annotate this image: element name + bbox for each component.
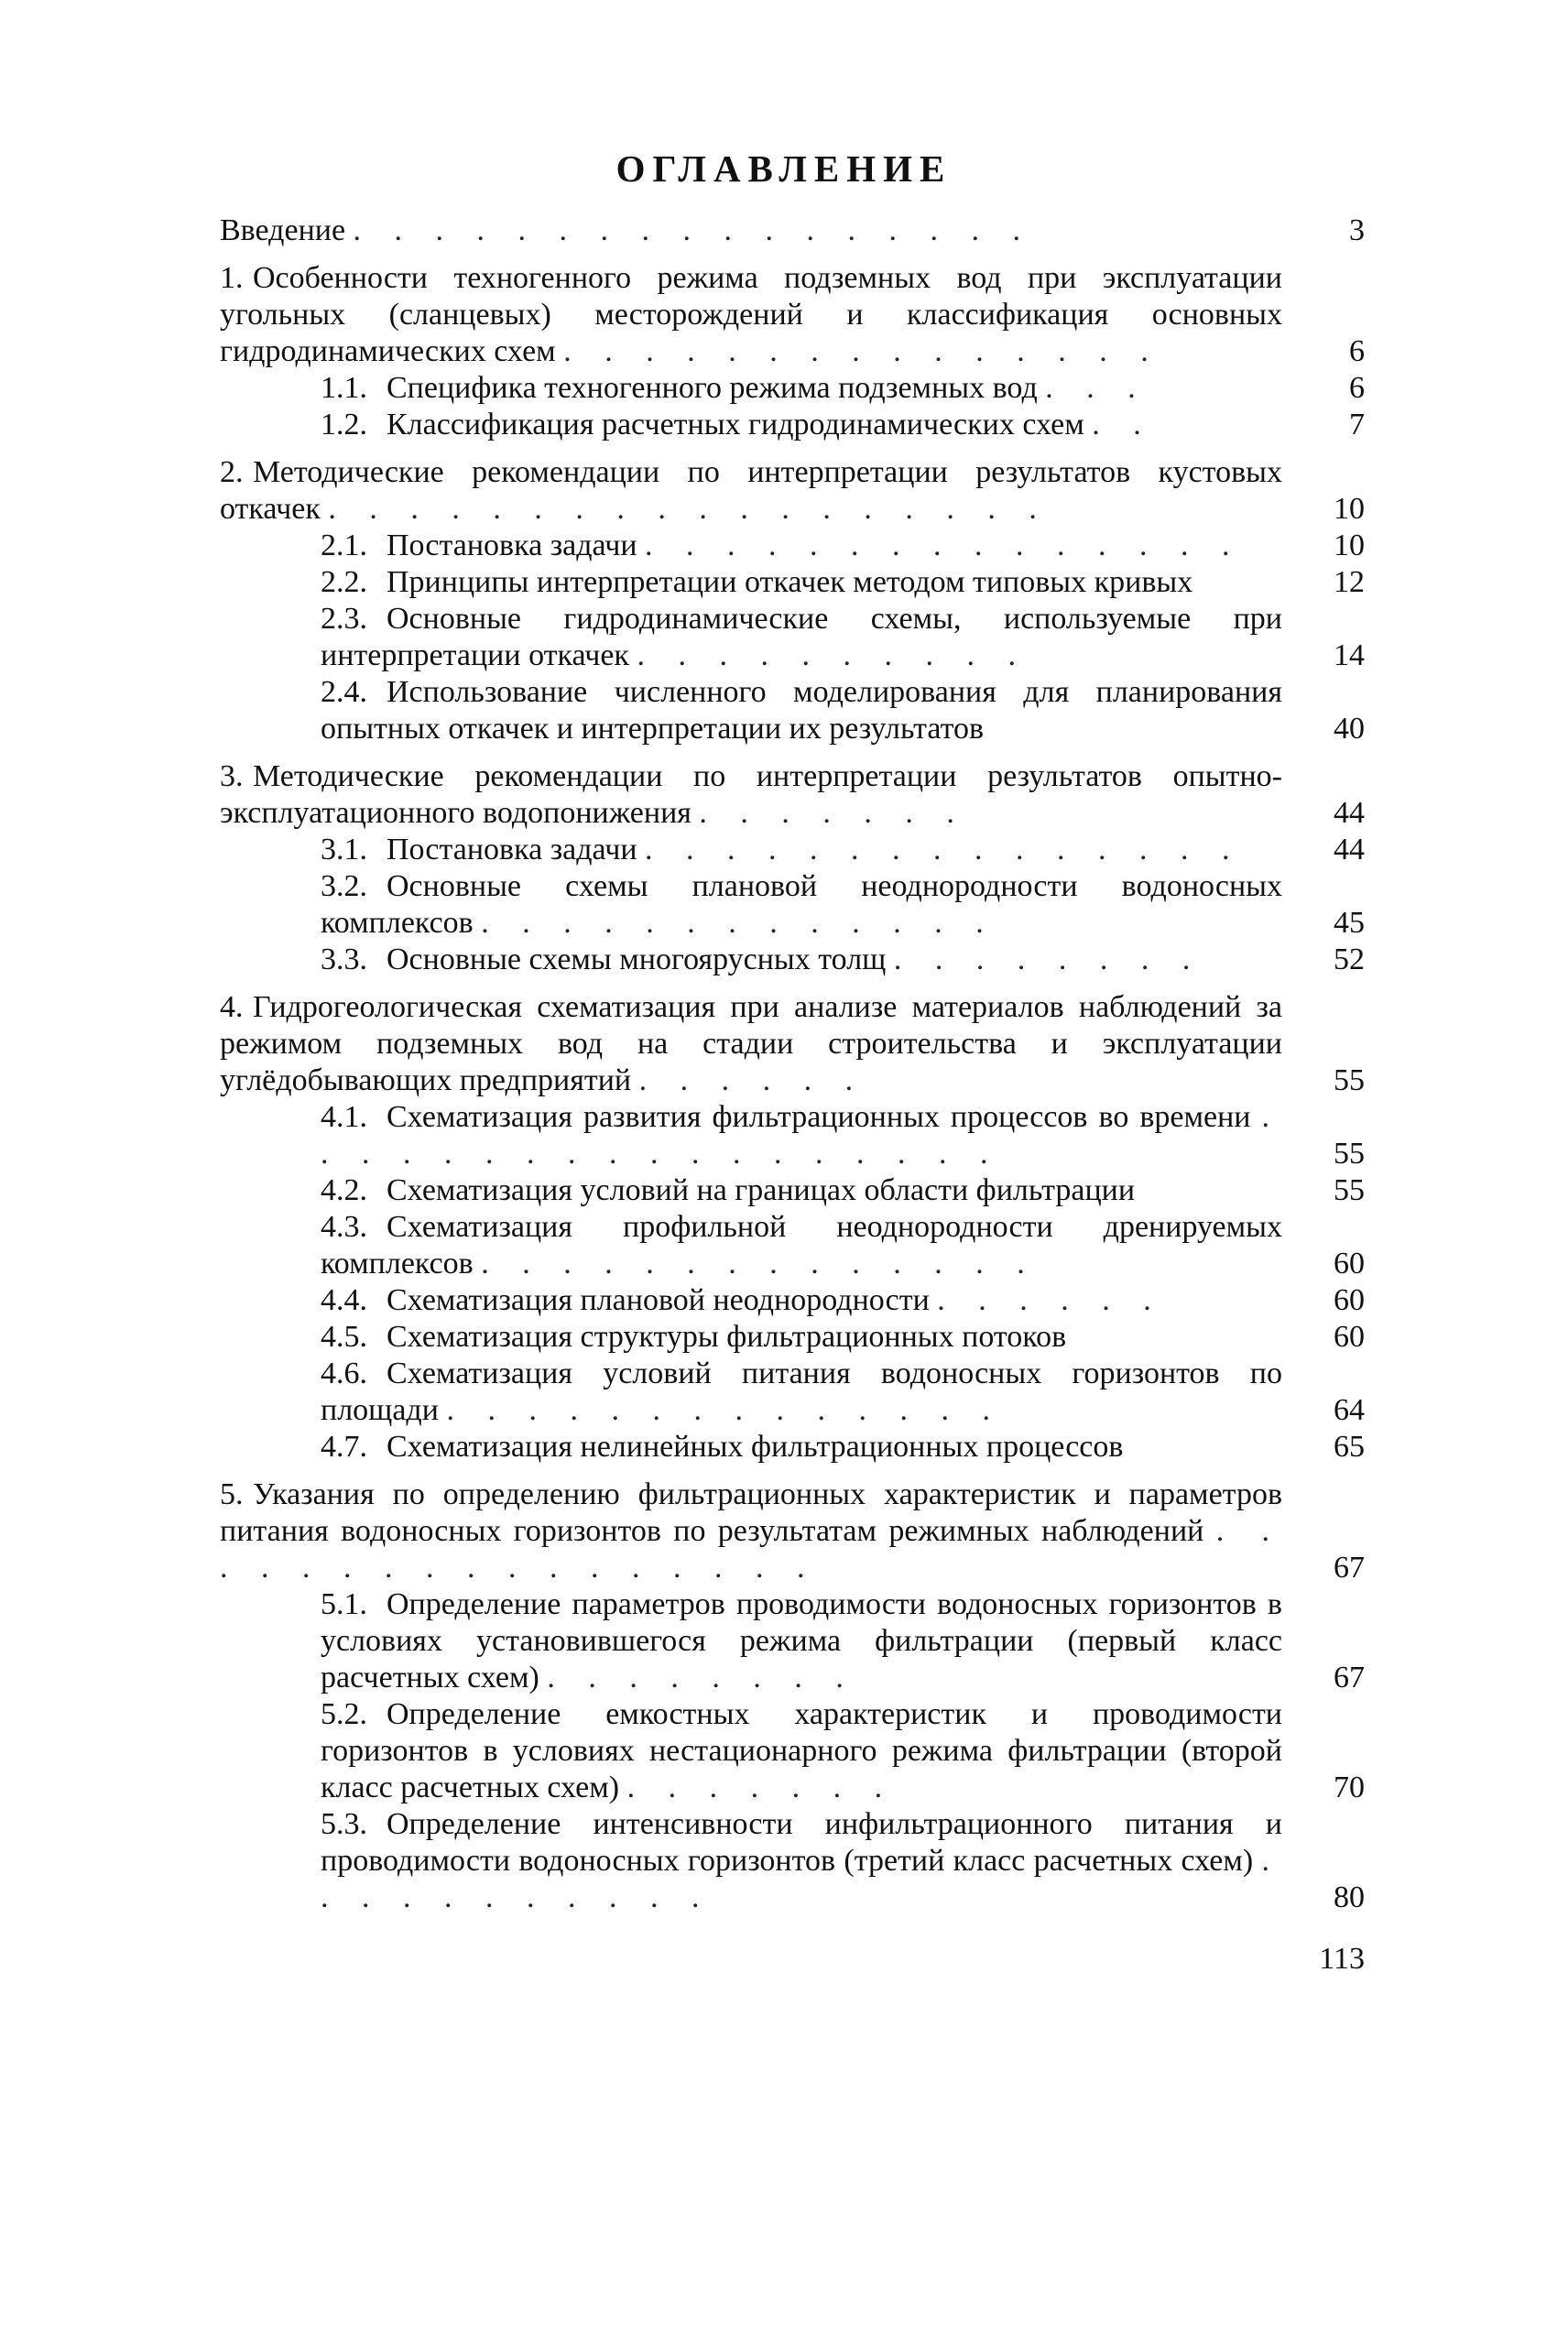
entry-page: 55: [1334, 1063, 1365, 1097]
entry-number: 4.2.: [321, 1173, 367, 1207]
entry-page: 60: [1334, 1247, 1365, 1280]
toc-entry-5-2: 5.2. Определение емкостных характеристик и проводимости горизонтов в условиях нестационарного режима фильтрации (второй класс расчетных схем) . . . . . . . 70: [321, 1697, 1365, 1804]
entry-number: 2.: [220, 455, 244, 489]
entry-number: 1.2.: [321, 408, 367, 441]
toc-entry-2-3: 2.3. Основные гидродинамические схемы, используемые при интерпретации откачек . . . . . . . . . . 14: [321, 602, 1365, 672]
entry-number: 1.: [220, 261, 244, 295]
toc-entry-3-2: 3.2. Основные схемы плановой неоднородности водоносных комплексов . . . . . . . . . . . . . 45: [321, 869, 1365, 940]
entry-text: Схематизация профильной неоднородности дренируемых комплексов: [321, 1210, 1282, 1280]
page-number: 113: [1319, 1942, 1365, 1976]
entry-page: 67: [1334, 1551, 1365, 1585]
entry-number: 4.4.: [321, 1283, 367, 1317]
entry-page: 3: [1349, 213, 1365, 247]
toc-entry-1-1: 1.1. Специфика техногенного режима подземных вод . . . 6: [321, 371, 1365, 405]
entry-number: 3.2.: [321, 869, 367, 903]
entry-page: 14: [1334, 638, 1365, 672]
entry-number: 2.2.: [321, 565, 367, 599]
entry-number: 4.6.: [321, 1357, 367, 1390]
entry-text: Схематизация развития фильтрационных процессов во времени: [387, 1100, 1251, 1134]
toc-entry-intro: Введение . . . . . . . . . . . . . . . . . 3: [220, 213, 1365, 247]
toc-entry-5: 5. Указания по определению фильтрационных характеристик и параметров питания водоносных горизонтов по результатам режимных наблюдений . . . . . . . . . . . . . . . . . 67: [220, 1477, 1365, 1585]
entry-page: 12: [1334, 565, 1365, 599]
toc-entry-4-2: [220, 1172, 1365, 1209]
entry-text: Классификация расчетных гидродинамических схем: [387, 408, 1084, 441]
entry-number: 5.2.: [321, 1697, 367, 1731]
entry-text: Использование численного моделирования для планирования опытных откачек и интерпретации их результатов: [321, 675, 1282, 746]
toc-entry-2: 2. Методические рекомендации по интерпретации результатов кустовых откачек . . . . . . . . . . . . . . . . . . 10: [220, 455, 1365, 526]
toc-entry-2-4: [220, 674, 1365, 747]
entry-text: Определение емкостных характеристик и проводимости горизонтов в условиях нестационарного режима фильтрации (второй класс расчетных схем): [321, 1697, 1282, 1804]
toc-entry-4: 4. Гидрогеологическая схематизация при анализе материалов наблюдений за режимом подземных вод на стадии строительства и эксплуатации углёдобывающих предприятий . . . . . . 55: [220, 990, 1365, 1097]
toc-entry-3-1: 3.1. Постановка задачи . . . . . . . . . . . . . . . 44: [321, 833, 1365, 866]
entry-number: 4.1.: [321, 1100, 367, 1134]
entry-page: 60: [1334, 1283, 1365, 1317]
entry-text: Принципы интерпретации откачек методом типовых кривых: [387, 565, 1193, 599]
toc-entry-4-7: [220, 1429, 1365, 1466]
toc-entry-2-1: 2.1. Постановка задачи . . . . . . . . . . . . . . . 10: [321, 529, 1365, 562]
entry-page: 6: [1349, 371, 1365, 405]
entry-number: 4.7.: [321, 1430, 367, 1464]
toc-entry-4-4: 4.4. Схематизация плановой неоднородности . . . . . . 60: [321, 1283, 1365, 1317]
entry-number: 5.: [220, 1477, 244, 1511]
entry-page: 67: [1334, 1661, 1365, 1695]
entry-text: Постановка задачи: [387, 833, 637, 866]
entry-page: 55: [1334, 1173, 1365, 1207]
entry-page: 6: [1349, 334, 1365, 368]
entry-number: 3.1.: [321, 833, 367, 866]
toc-entry-1-2: 1.2. Классификация расчетных гидродинамических схем . . 7: [321, 408, 1365, 441]
entry-text: Основные схемы многоярусных толщ: [387, 943, 887, 976]
entry-page: 60: [1334, 1320, 1365, 1354]
entry-number: 5.1.: [321, 1587, 367, 1621]
toc-title: ОГЛАВЛЕНИЕ: [615, 147, 953, 190]
entry-page: 70: [1334, 1771, 1365, 1804]
entry-text: Основные гидродинамические схемы, используемые при интерпретации откачек: [321, 602, 1282, 672]
entry-text: Гидрогеологическая схематизация при анализе материалов наблюдений за режимом подземных вод на стадии строительства и эксплуатации углёдобывающих предприятий: [220, 990, 1282, 1097]
entry-text: Введение: [220, 213, 346, 247]
entry-number: 2.3.: [321, 602, 367, 636]
entry-number: 4.: [220, 990, 244, 1024]
entry-number: 5.3.: [321, 1807, 367, 1841]
entry-page: 55: [1334, 1137, 1365, 1171]
entry-page: 7: [1349, 408, 1365, 441]
entry-number: 1.1.: [321, 371, 367, 405]
table-of-contents: [220, 212, 1365, 1916]
entry-text: Методические рекомендации по интерпретации результатов кустовых откачек: [220, 455, 1282, 526]
entry-text: Указания по определению фильтрационных характеристик и параметров питания водоносных горизонтов по результатам режимных наблюдений: [220, 1477, 1282, 1548]
entry-number: 2.1.: [321, 529, 367, 562]
entry-number: 2.4.: [321, 675, 367, 709]
entry-text: Методические рекомендации по интерпретации результатов опытно-эксплуатационного водопонижения: [220, 759, 1282, 830]
entry-number: 3.: [220, 759, 244, 793]
entry-text: Схематизация плановой неоднородности: [387, 1283, 930, 1317]
entry-page: 80: [1334, 1880, 1365, 1914]
entry-text: Определение параметров проводимости водоносных горизонтов в условиях установившегося режима фильтрации (первый класс расчетных схем): [321, 1587, 1282, 1695]
entry-text: Основные схемы плановой неоднородности водоносных комплексов: [321, 869, 1282, 940]
toc-entry-5-1: 5.1. Определение параметров проводимости водоносных горизонтов в условиях установившегося режима фильтрации (первый класс расчетных схем) . . . . . . . . 67: [321, 1587, 1365, 1695]
entry-text: Определение интенсивности инфильтрационного питания и проводимости водоносных горизонтов (третий класс расчетных схем): [321, 1807, 1282, 1878]
entry-text: Постановка задачи: [387, 529, 637, 562]
toc-entry-2-2: [220, 564, 1365, 601]
entry-number: 3.3.: [321, 943, 367, 976]
toc-entry-4-6: 4.6. Схематизация условий питания водоносных горизонтов по площади . . . . . . . . . . . . . . 64: [321, 1357, 1365, 1427]
entry-page: 52: [1334, 943, 1365, 976]
toc-entry-3-3: 3.3. Основные схемы многоярусных толщ . . . . . . . . 52: [321, 943, 1365, 976]
entry-number: 4.3.: [321, 1210, 367, 1244]
entry-page: 10: [1334, 529, 1365, 562]
toc-entry-4-1: 4.1. Схематизация развития фильтрационных процессов во времени . . . . . . . . . . . . . . . . . . 55: [321, 1100, 1365, 1171]
entry-number: 4.5.: [321, 1320, 367, 1354]
entry-text: Особенности техногенного режима подземных вод при эксплуатации угольных (сланцевых) месторождений и классификация основных гидродинамических схем: [220, 261, 1282, 368]
entry-text: Специфика техногенного режима подземных вод: [387, 371, 1038, 405]
toc-entry-3: 3. Методические рекомендации по интерпретации результатов опытно-эксплуатационного водопонижения . . . . . . . 44: [220, 759, 1365, 830]
entry-text: Схематизация условий питания водоносных горизонтов по площади: [321, 1357, 1282, 1427]
entry-text: Схематизация нелинейных фильтрационных процессов: [387, 1430, 1124, 1464]
entry-page: 45: [1334, 906, 1365, 940]
entry-page: 65: [1334, 1430, 1365, 1464]
entry-text: Схематизация структуры фильтрационных потоков: [387, 1320, 1067, 1354]
toc-entry-5-3: 5.3. Определение интенсивности инфильтрационного питания и проводимости водоносных горизонтов (третий класс расчетных схем) . . . . . . . . . . . 80: [321, 1807, 1365, 1914]
entry-page: 44: [1334, 833, 1365, 866]
entry-page: 64: [1334, 1393, 1365, 1427]
toc-entry-4-5: [220, 1319, 1365, 1356]
entry-page: 40: [1334, 712, 1365, 746]
toc-entry-4-3: 4.3. Схематизация профильной неоднородности дренируемых комплексов . . . . . . . . . . . . . . 60: [321, 1210, 1365, 1280]
entry-page: 10: [1334, 492, 1365, 526]
toc-entry-1: 1. Особенности техногенного режима подземных вод при эксплуатации угольных (сланцевых) месторождений и классификация основных гидродинамических схем . . . . . . . . . . . . . . . 6: [220, 261, 1365, 368]
entry-page: 44: [1334, 796, 1365, 830]
entry-text: Схематизация условий на границах области фильтрации: [387, 1173, 1136, 1207]
